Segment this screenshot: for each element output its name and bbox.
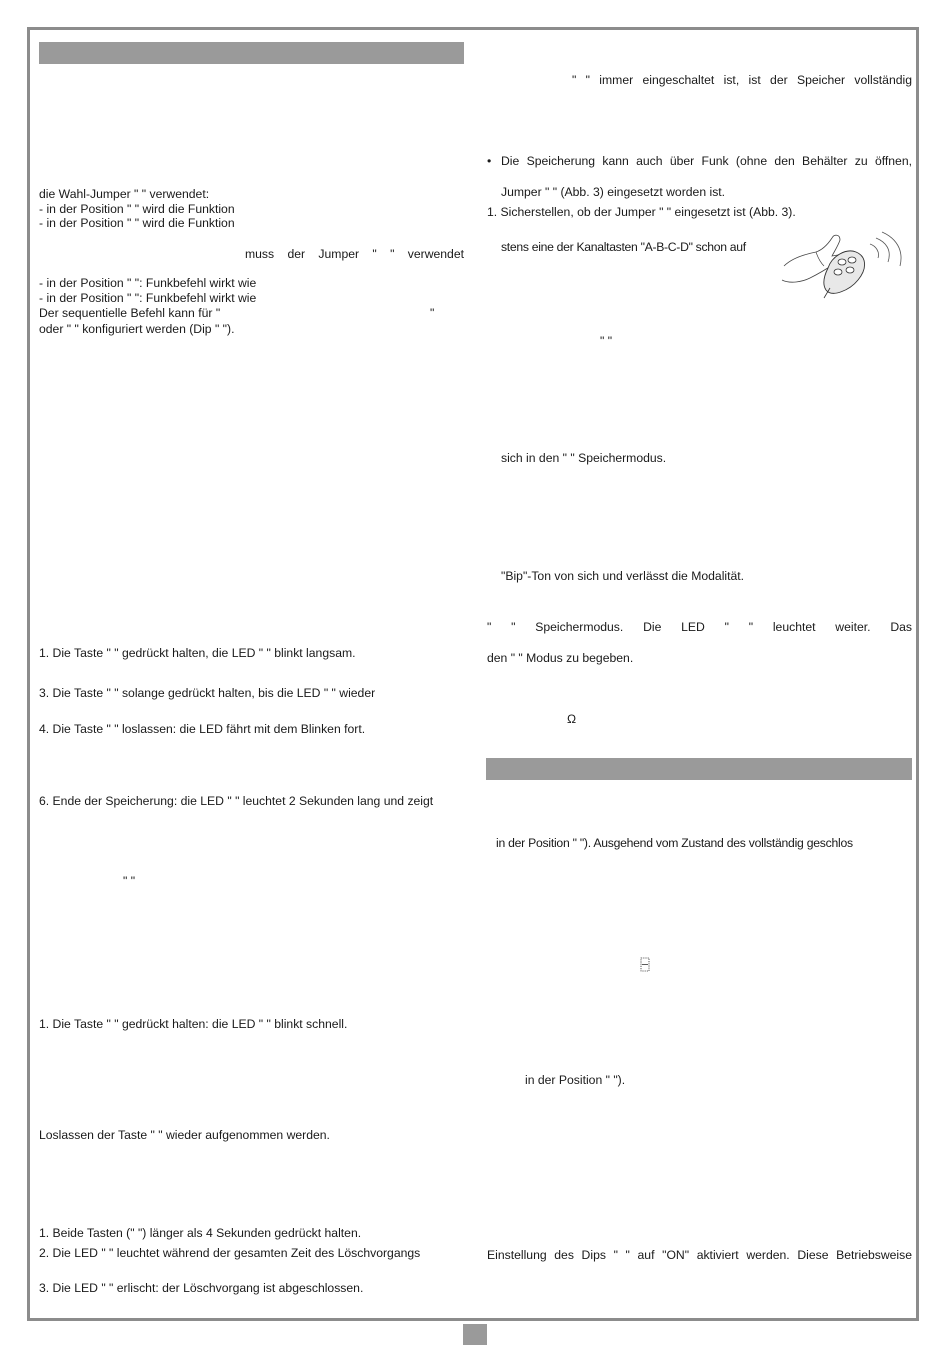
bullet-dot: • [487,154,492,168]
sequential-oder: oder " " konfiguriert werden (Dip " "). [39,322,235,336]
memory-step-3: 3. Die Taste " " solange gedrückt halten, bis die LED " " wieder [39,686,376,700]
bip-text: "Bip"-Ton von sich und verlässt die Modalität. [501,569,745,583]
mode-led-text: " " Speichermodus. Die LED " " leuchtet weiter. Das [487,620,912,634]
quote-pair-left: " " [123,874,136,888]
memory-step-1: 1. Die Taste " " gedrückt halten, die LED " " blinkt langsam. [39,646,356,660]
jumper-position-2: - in der Position " " wird die Funktion [39,216,235,230]
display-digit-icon [640,957,650,972]
memory-mode-text: sich in den " " Speichermodus. [501,451,667,465]
channel-keys-text: stens eine der Kanaltasten "A-B-C-D" schon auf [501,240,746,254]
radio-position-2: - in der Position " ": Funkbefehl wirkt wie [39,291,257,305]
sequential-command: Der sequentielle Befehl kann für " [39,306,221,320]
memory-step-6: 6. Ende der Speicherung: die LED " " leuchtet 2 Sekunden lang und zeigt [39,794,434,808]
position-short-text: in der Position " "). [525,1073,626,1087]
quote-pair-right: " " [600,334,613,348]
fast-step-1: 1. Die Taste " " gedrückt halten: die LED " " blinkt schnell. [39,1017,348,1031]
sequential-command-quote: " [430,306,435,320]
delete-step-1: 1. Beide Tasten (" ") länger als 4 Sekunden gedrückt halten. [39,1226,362,1240]
section-header-bar-right [486,758,912,780]
mode-enter-text: den " " Modus zu begeben. [487,651,634,665]
remote-control-illustration [772,228,912,300]
section-header-bar-left [39,42,464,64]
omega-symbol: Ω [567,712,577,726]
radio-position-1: - in der Position " ": Funkbefehl wirkt wie [39,276,257,290]
bullet-radio-memory: Die Speicherung kann auch über Funk (ohne den Behälter zu öffnen, [501,154,912,168]
dip-on-text: Einstellung des Dips " " auf "ON" aktiviert werden. Diese Betriebsweise [487,1248,912,1262]
memory-full-text: " " immer eingeschaltet ist, ist der Speicher vollständig [572,73,912,87]
delete-step-2: 2. Die LED " " leuchtet während der gesamten Zeit des Löschvorgangs [39,1246,421,1260]
check-jumper-step: 1. Sicherstellen, ob der Jumper " " eingesetzt ist (Abb. 3). [487,205,796,219]
jumper-abb-text: Jumper " " (Abb. 3) eingesetzt worden ist. [501,185,726,199]
jumper-intro: die Wahl-Jumper " " verwendet: [39,187,210,201]
jumper-position-1: - in der Position " " wird die Funktion [39,202,235,216]
release-text: Loslassen der Taste " " wieder aufgenommen werden. [39,1128,330,1142]
memory-step-4: 4. Die Taste " " loslassen: die LED fährt mit dem Blinken fort. [39,722,366,736]
must-jumper-text: muss der Jumper " " verwendet [245,247,464,261]
position-closed-text: in der Position " "). Ausgehend vom Zustand des vollständig geschlos [496,836,853,850]
delete-step-3: 3. Die LED " " erlischt: der Löschvorgang ist abgeschlossen. [39,1281,364,1295]
page-number-tab [463,1324,487,1345]
